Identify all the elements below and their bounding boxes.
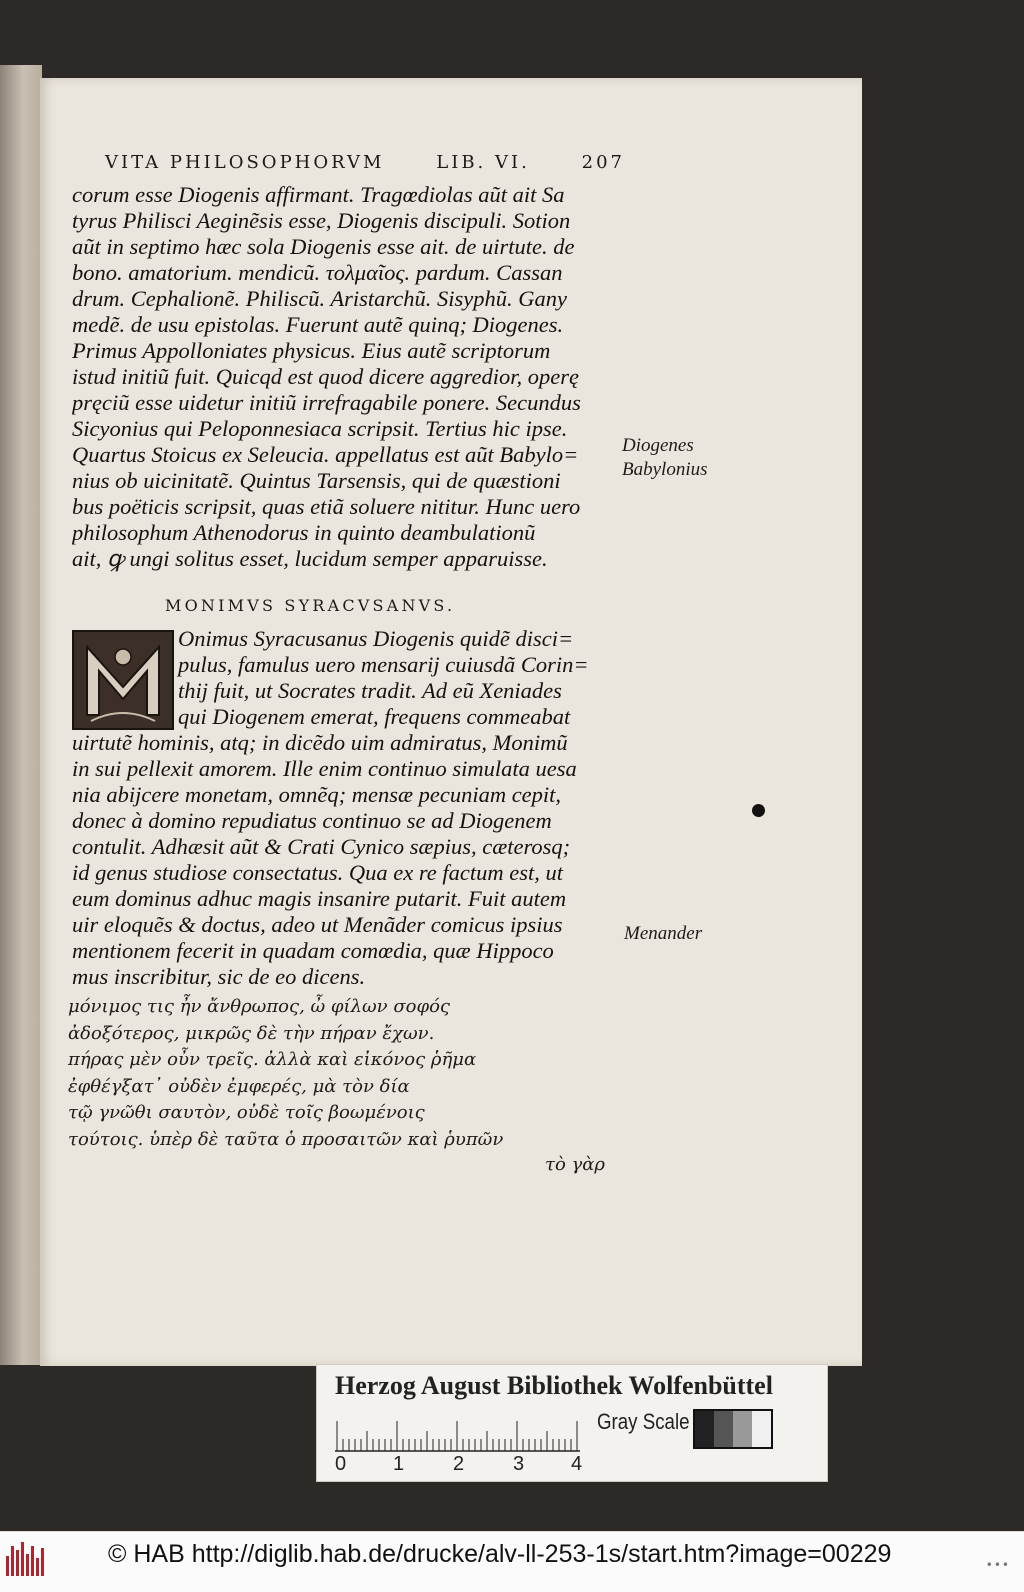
ruler-number: 1 (393, 1453, 405, 1475)
text-line: aũt in septimo hæc sola Diogenis esse ait. de uirtute. de (72, 234, 575, 259)
text-line: uirtutẽ hominis, atq; in dicẽdo uim admiratus, Monimũ (72, 730, 568, 755)
gray-scale-label: Gray Scale (597, 1409, 690, 1434)
text-line: thij fuit, ut Socrates tradit. Ad eũ Xeniades (178, 678, 562, 703)
marginal-note-diogenes (622, 434, 708, 482)
ruler-number: 4 (571, 1453, 583, 1475)
text-line: ait, ꝙ ungi solitus esset, lucidum semper apparuisse. (72, 546, 548, 571)
marginal-note-line: Babylonius (622, 459, 708, 480)
text-line: Quartus Stoicus ex Seleucia. appellatus est aũt Babylo= (72, 442, 579, 467)
ruler-numbers (335, 1453, 605, 1477)
ruler-icon (335, 1413, 595, 1453)
text-line: uir eloquẽs & doctus, adeo ut Menãder comicus ipsius (72, 912, 563, 937)
text-line: bus poëticis scripsit, quas etiã soluere nititur. Hunc uero (72, 494, 581, 519)
text-line: id genus studiose consectatus. Qua ex re factum est, ut (72, 860, 563, 885)
hab-logo-icon (6, 1542, 46, 1576)
ruler-number: 3 (513, 1453, 525, 1475)
running-head-title: VITA PHILOSOPHORVM (105, 152, 385, 173)
text-line: mus inscribitur, sic de eo dicens. (72, 964, 366, 989)
gray-swatch (714, 1411, 733, 1447)
running-head-book: LIB. VI. (436, 152, 530, 173)
gray-swatch (695, 1411, 714, 1447)
text-line: eum dominus adhuc magis insanire putarit. Fuit autem (72, 886, 567, 911)
text-line: contulit. Adhæsit aũt & Crati Cynico sæpius, cæterosq; (72, 834, 571, 859)
catchword: τὸ γὰρ (545, 1154, 606, 1175)
text-line: bono. amatorium. mendicũ. τολμαῖος. pardum. Cassan (72, 260, 563, 285)
running-head (105, 152, 625, 173)
facing-page-edge (0, 65, 42, 1365)
greek-line: ἀδοξότερος, μικρῶς δὲ τὴν πήραν ἔχων. (68, 1022, 435, 1044)
library-name: Herzog August Bibliothek Wolfenbüttel (335, 1371, 773, 1400)
ink-dot (752, 804, 765, 817)
footer-bar (0, 1531, 1024, 1592)
text-line: Primus Appolloniates physicus. Eius autẽ scriptorum (72, 338, 551, 363)
text-line: qui Diogenem emerat, frequens commeabat (178, 704, 571, 729)
marginal-note-menander: Menander (624, 923, 703, 944)
greek-line: τούτοις. ὑπὲρ δὲ ταῦτα ὁ προσαιτῶν καὶ ῥυπῶν (68, 1128, 504, 1150)
text-line: drum. Cephalionẽ. Philiscũ. Aristarchũ. Sisyphũ. Gany (72, 286, 567, 311)
greek-line: μόνιμος τις ἦν ἄνθρωπος, ὦ φίλων σοφός (68, 996, 450, 1017)
text-line: medẽ. de usu epistolas. Fuerunt autẽ quinq; Diogenes. (72, 312, 564, 337)
text-line: nius ob uicinitatẽ. Quintus Tarsensis, qui de quæstioni (72, 468, 561, 493)
body-text (72, 182, 620, 572)
page-number: 207 (581, 152, 625, 173)
gray-scale-swatch (693, 1409, 773, 1449)
text-line: pręciũ esse uidetur initiũ irrefragabile ponere. Secundus (72, 390, 581, 415)
text-line: mentionem fecerit in quadam comœdia, quæ Hippoco (72, 938, 554, 963)
ruler-number: 2 (453, 1453, 465, 1475)
greek-line: ἐφθέγξατ᾽ οὐδὲν ἐμφερές, μὰ τὸν δία (68, 1075, 410, 1097)
text-line: nia abijcere monetam, omnẽq; mensæ pecuniam cepit, (72, 782, 562, 807)
text-line: in sui pellexit amorem. Ille enim continuo simulata uesa (72, 756, 577, 781)
section-title: MONIMVS SYRACVSANVS. (165, 596, 456, 615)
text-line: Onimus Syracusanus Diogenis quidẽ disci= (178, 626, 574, 651)
greek-line: πήρας μὲν οὖν τρεῖς. ἀλλὰ καὶ εἰκόνος ῥῆμα (68, 1049, 477, 1070)
marginal-note-line: Diogenes (622, 435, 694, 456)
ruler-number: 0 (335, 1453, 347, 1475)
color-scale-card (316, 1364, 828, 1482)
greek-verse (68, 994, 628, 1153)
section-body (72, 626, 620, 990)
text-line: pulus, famulus uero mensarij cuiusdã Corin= (178, 652, 589, 677)
text-line: corum esse Diogenis affirmant. Tragœdiolas aũt ait Sa (72, 182, 565, 207)
text-line: istud initiũ fuit. Quicqd est quod dicere aggredior, operę (72, 364, 580, 389)
text-line: Sicyonius qui Peloponnesiaca scripsit. Tertius hic ipse. (72, 416, 568, 441)
text-line: donec à domino repudiatus continuo se ad Diogenem (72, 808, 552, 833)
dots-icon[interactable]: ••• (985, 1558, 1010, 1572)
text-line: philosophum Athenodorus in quinto deambulationũ (72, 520, 536, 545)
gray-swatch (752, 1411, 771, 1447)
greek-line: τῷ γνῶθι σαυτὸν, οὐδὲ τοῖς βοωμένοις (68, 1102, 425, 1123)
text-line: tyrus Philisci Aeginẽsis esse, Diogenis discipuli. Sotion (72, 208, 571, 233)
gray-swatch (733, 1411, 752, 1447)
copyright-url[interactable]: © HAB http://diglib.hab.de/drucke/alv-ll-253-1s/start.htm?image=00229 (108, 1540, 892, 1568)
